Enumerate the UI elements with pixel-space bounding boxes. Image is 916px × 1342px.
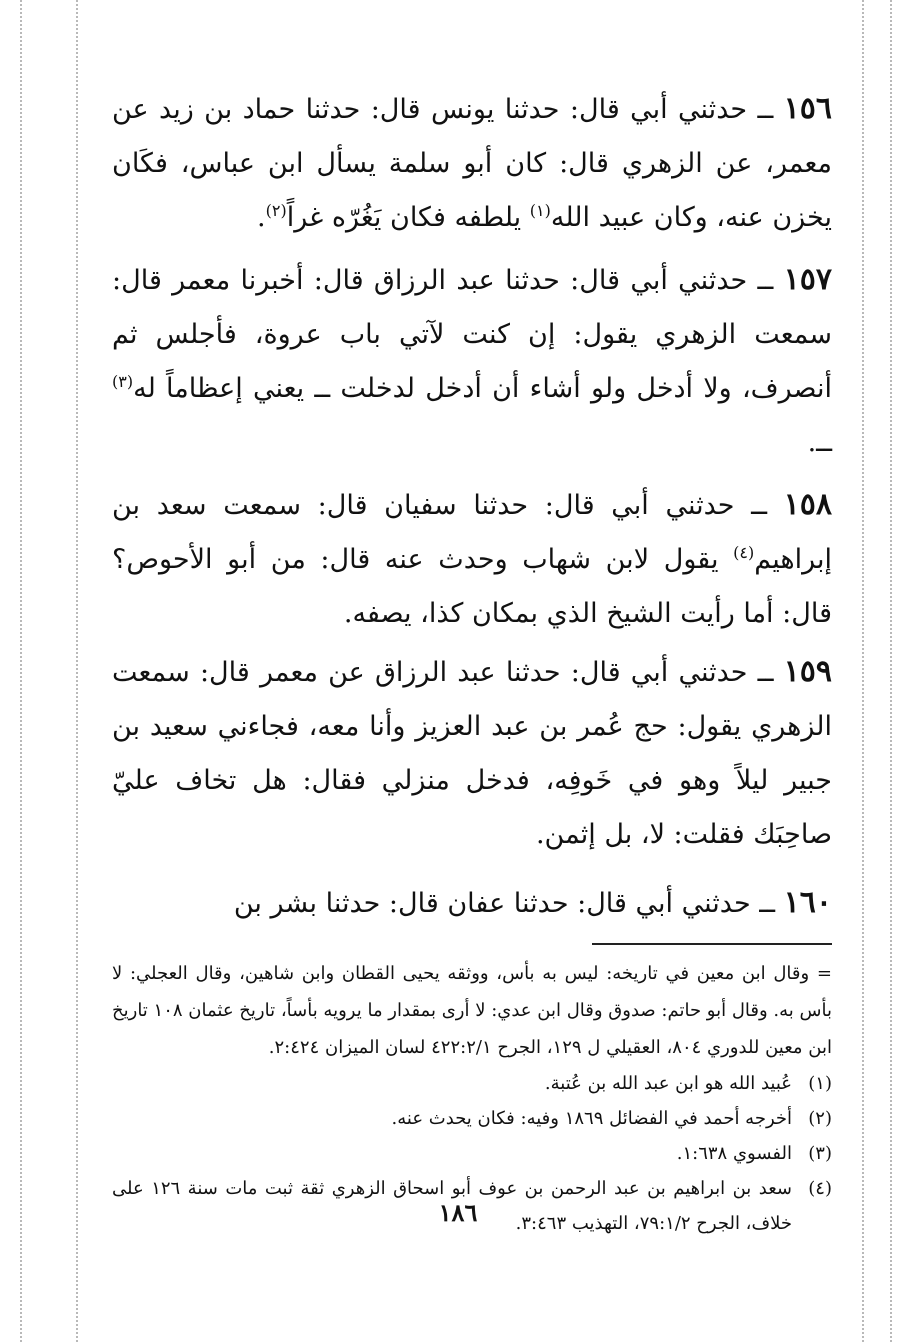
- footnote-text: سعد بن ابراهيم بن عبد الرحمن بن عوف أبو اسحاق الزهري ثقة ثبت مات سنة ١٢٦ على خلاف، الجرح ٧٩:١/٢، التهذيب ٣:٤٦٣.: [112, 1178, 792, 1234]
- left-margin-dotted-line: [76, 0, 78, 1342]
- paragraph-159: [112, 645, 832, 862]
- footnote-item: [112, 1066, 832, 1101]
- paragraph-158: [112, 478, 832, 641]
- paragraph-text: ــ حدثني أبي قال: حدثنا عبد الرزاق قال: أخبرنا معمر قال: سمعت الزهري يقول: إن كنت لآتي باب عروة، فأجلس ثم أنصرف، ولا أدخل ولو أشاء أن أدخل لدخلت ــ يعني إعظاماً له: [112, 265, 832, 404]
- footnote-text: الفسوي ١:٦٣٨.: [676, 1143, 792, 1164]
- paragraph-text: ــ حدثني أبي قال: حدثنا عفان قال: حدثنا بشر بن: [233, 888, 784, 919]
- paragraph-156: [112, 82, 832, 245]
- footnote-ref: (١): [529, 201, 551, 220]
- footnote-text: عُبيد الله هو ابن عبد الله بن عُتبة.: [544, 1073, 792, 1094]
- page-body: [112, 82, 832, 1241]
- paragraph-text: يلطفه فكان يَغُرّه غراً: [286, 202, 530, 233]
- right-margin-dotted-line: [862, 0, 864, 1342]
- paragraph-157: [112, 253, 832, 470]
- footnote-ref: (٢): [265, 201, 287, 220]
- paragraph-160: [112, 876, 832, 931]
- paragraph-number: ١٥٦: [783, 91, 832, 126]
- paragraph-text: يقول لابن شهاب وحدث عنه قال: من أبو الأحوص؟ قال: أما رأيت الشيخ الذي بمكان كذا، يصفه.: [112, 544, 832, 629]
- right-margin-dotted-line: [890, 0, 892, 1342]
- footnote-continuation: = وقال ابن معين في تاريخه: ليس به بأس، ووثقه يحيى القطان وابن شاهين، وقال العجلي: لا بأس به. وقال أبو حاتم: صدوق وقال ابن عدي: لا أرى بمقدار ما يرويه بأساً، تاريخ عثمان ١٠٨ تاريخ ابن معين للدوري ٨٠٤، العقيلي ل ١٢٩، الجرح ٤٢٢:٢/١ لسان الميزان ٢:٤٢٤.: [112, 963, 832, 1058]
- footnote-ref: (٣): [112, 372, 134, 391]
- footnote-marker: (١): [808, 1073, 832, 1094]
- paragraph-text: ــ.: [807, 427, 832, 458]
- paragraph-number: ١٥٩: [783, 654, 832, 689]
- footnote-separator: [592, 943, 832, 945]
- footnote-item: [112, 1136, 832, 1171]
- footnote-marker: (٣): [808, 1143, 832, 1164]
- footnote-marker: (٤): [808, 1178, 832, 1199]
- paragraph-number: ١٥٨: [783, 487, 832, 522]
- paragraph-text: ــ حدثني أبي قال: حدثنا سفيان قال: سمعت سعد بن إبراهيم: [112, 490, 832, 575]
- paragraph-text: .: [257, 202, 266, 233]
- footnote-ref: (٤): [733, 543, 755, 562]
- paragraph-number: ١٦٠: [783, 885, 832, 920]
- footnote-text: أخرجه أحمد في الفضائل ١٨٦٩ وفيه: فكان يحدث عنه.: [391, 1108, 792, 1129]
- footnote-marker: (٢): [808, 1108, 832, 1129]
- paragraph-number: ١٥٧: [783, 262, 832, 297]
- page-number: ١٨٦: [438, 1198, 478, 1227]
- footnote-item: [112, 1101, 832, 1136]
- paragraph-text: ــ حدثني أبي قال: حدثنا يونس قال: حدثنا حماد بن زيد عن معمر، عن الزهري قال: كان أبو سلمة يسأل ابن عباس، فكَان يخزن عنه، وكان عبيد الله: [112, 94, 832, 233]
- paragraph-text: ــ حدثني أبي قال: حدثنا عبد الرزاق عن معمر قال: سمعت الزهري يقول: حج عُمر بن عبد العزيز وأنا معه، فجاءني سعيد بن جبير ليلاً وهو في خَوفِه، فدخل منزلي فقال: هل تخاف عليّ صاحِبَك فقلت: لا، بل إثمن.: [112, 657, 832, 850]
- left-margin-dotted-line: [20, 0, 22, 1342]
